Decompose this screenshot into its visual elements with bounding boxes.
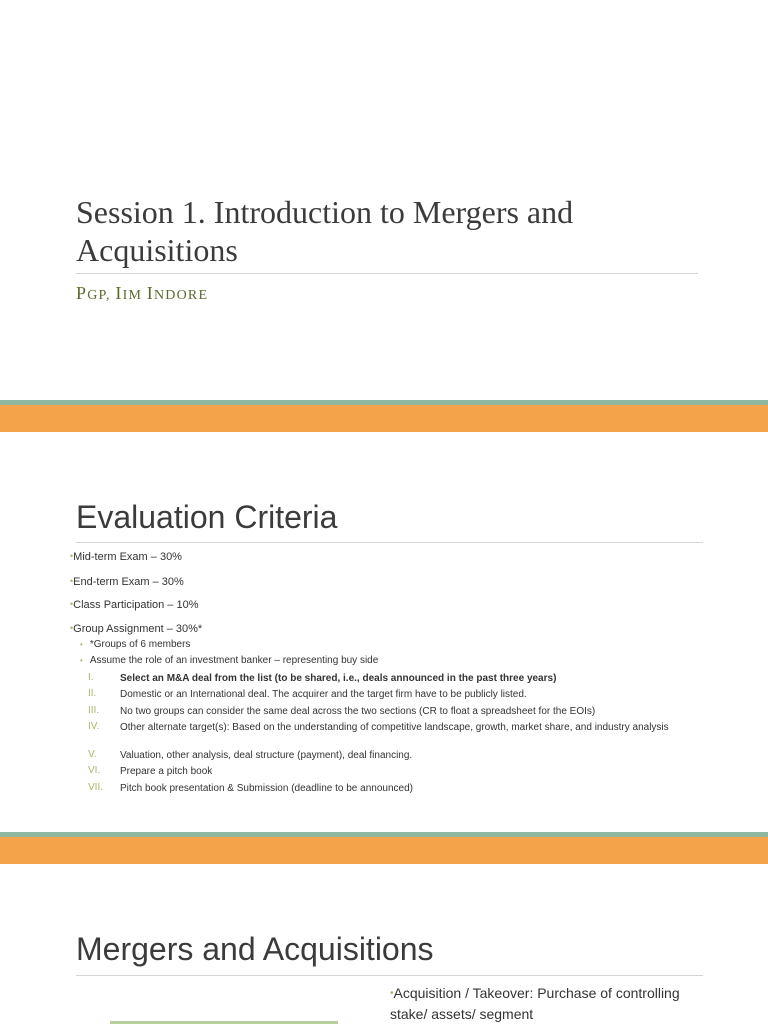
bullet-text: End-term Exam – 30% xyxy=(73,576,184,588)
roman-numeral: VI. xyxy=(88,765,101,776)
bullet-item xyxy=(70,623,202,635)
numbered-item: Select an M&A deal from the list (to be shared, i.e., deals announced in the past three years) xyxy=(120,673,557,684)
slide-3-title: Mergers and Acquisitions xyxy=(76,931,434,967)
subtitle-part: I xyxy=(115,283,123,303)
bullet-item xyxy=(390,984,710,1023)
bullet-dot-icon: • xyxy=(80,640,83,649)
separator-orange-bar xyxy=(0,405,768,432)
slide-separator xyxy=(0,400,768,432)
bullet-dot-icon: • xyxy=(70,599,74,609)
sub-bullet-item xyxy=(80,639,190,650)
title-divider xyxy=(76,273,698,274)
roman-numeral: I. xyxy=(88,672,94,683)
bullet-text: Group Assignment – 30%* xyxy=(73,623,203,635)
title-divider xyxy=(76,975,703,976)
bullet-item xyxy=(70,551,182,563)
subtitle-part: I xyxy=(146,283,154,303)
slide-1-title: Session 1. Introduction to Mergers and Acquisitions xyxy=(76,194,574,268)
numbered-item: Pitch book presentation & Submission (deadline to be announced) xyxy=(120,783,413,794)
sub-bullet-text: Assume the role of an investment banker – representing buy side xyxy=(89,655,379,666)
slide-1-subtitle xyxy=(76,283,208,304)
subtitle-part: IM xyxy=(122,288,147,303)
sub-bullet-text: *Groups of 6 members xyxy=(89,639,191,650)
numbered-item: Other alternate target(s): Based on the understanding of competitive landscape, growth, market share, and industry analysis xyxy=(120,722,669,733)
bullet-dot-icon: • xyxy=(390,988,394,999)
subtitle-part: P xyxy=(76,283,88,303)
subtitle-part: NDORE xyxy=(154,288,209,303)
roman-numeral: VII. xyxy=(88,782,104,793)
title-divider xyxy=(76,542,703,543)
bullet-text: Acquisition / Takeover: Purchase of controlling stake/ assets/ segment xyxy=(390,985,680,1022)
roman-numeral: IV. xyxy=(88,721,100,732)
numbered-item: Prepare a pitch book xyxy=(120,766,213,777)
numbered-item: Valuation, other analysis, deal structure (payment), deal financing. xyxy=(120,750,413,761)
bullet-text: Class Participation – 10% xyxy=(73,599,199,611)
numbered-item: Domestic or an International deal. The acquirer and the target firm have to be publicly listed. xyxy=(120,689,527,700)
roman-numeral: III. xyxy=(88,705,100,716)
slide-separator xyxy=(0,832,768,864)
bullet-item xyxy=(70,599,199,611)
slide-1 xyxy=(0,0,768,400)
slide-2-title: Evaluation Criteria xyxy=(76,499,338,535)
bullet-dot-icon: • xyxy=(70,576,74,586)
bullet-item xyxy=(70,576,184,588)
roman-numeral: V. xyxy=(88,749,97,760)
roman-numeral: II. xyxy=(88,688,97,699)
bullet-dot-icon: • xyxy=(70,623,74,633)
sub-bullet-item xyxy=(80,655,378,666)
bullet-dot-icon: • xyxy=(80,656,83,665)
bullet-text: Mid-term Exam – 30% xyxy=(73,551,182,563)
separator-orange-bar xyxy=(0,837,768,864)
numbered-item: No two groups can consider the same deal across the two sections (CR to float a spreadsheet for the EOIs) xyxy=(120,706,596,717)
bullet-dot-icon: • xyxy=(70,551,74,561)
subtitle-part: GP, xyxy=(87,288,116,303)
